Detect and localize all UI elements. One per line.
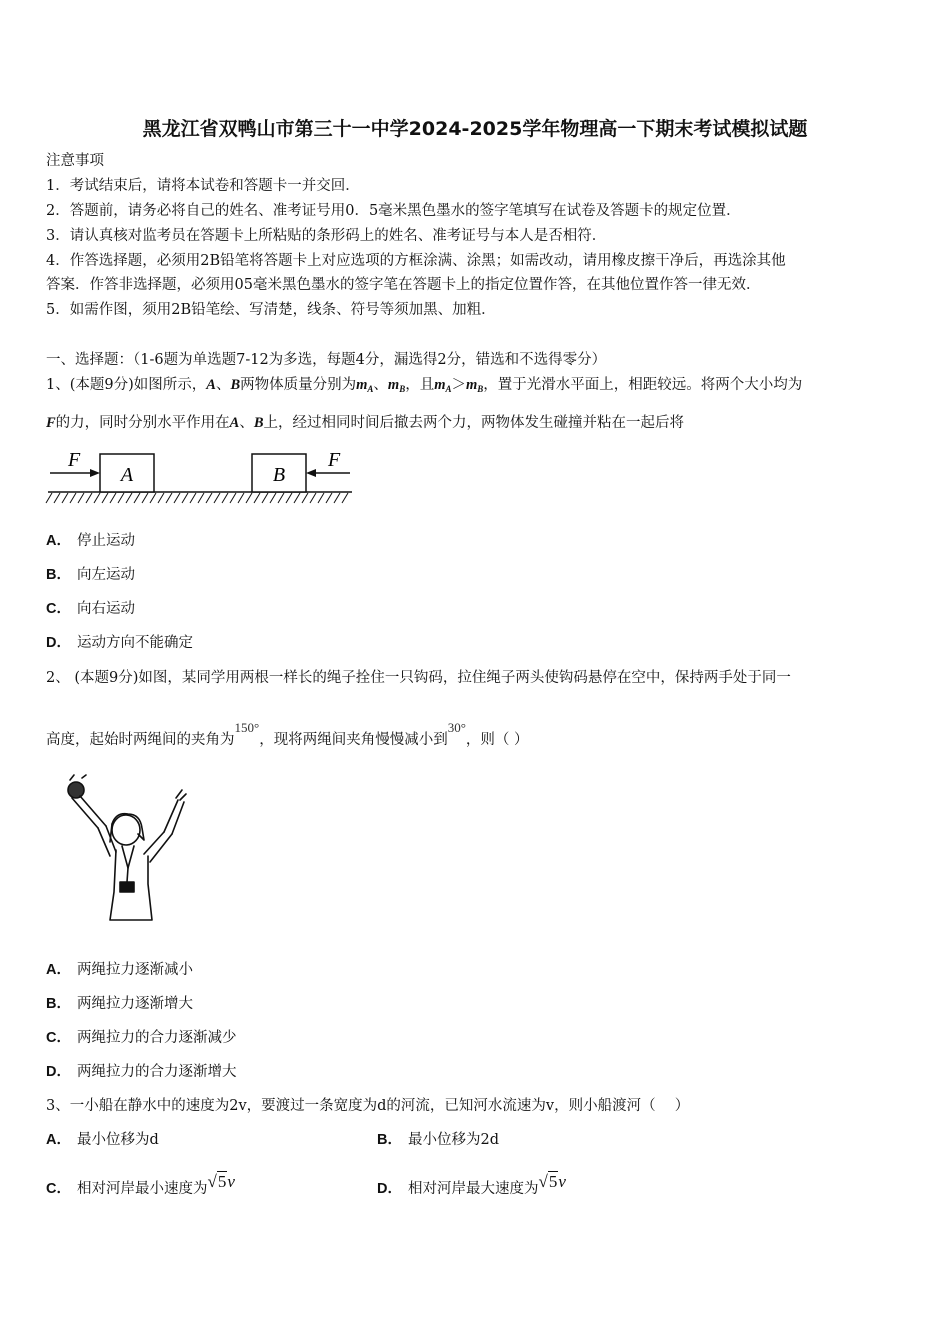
q2-angle2: 30° bbox=[447, 720, 466, 735]
q1-option-a[interactable]: A． 停止运动 bbox=[46, 533, 135, 549]
notice-item: 3．请认真核对监考员在答题卡上所粘贴的条形码上的姓名、准考证号与本人是否相符． bbox=[46, 228, 607, 244]
q3-option-a[interactable]: A． 最小位移为d bbox=[46, 1132, 159, 1148]
block-b-label: B bbox=[272, 464, 286, 486]
q3-option-b[interactable]: B． 最小位移为2d bbox=[377, 1132, 499, 1148]
notice-heading: 注意事项 bbox=[46, 153, 104, 169]
q1-stem-line1 bbox=[46, 375, 802, 399]
notice-item: 答案．作答非选择题，必须用05毫米黑色墨水的签字笔在答题卡上的指定位置作答，在其他位置作答一律无效． bbox=[46, 277, 761, 293]
q2-stem-line2: 高度，起始时两绳间的夹角为150°，现将两绳间夹角慢慢减小到30°，则（ ） bbox=[46, 720, 529, 748]
q1-option-b[interactable]: B． 向左运动 bbox=[46, 567, 135, 583]
q1-option-c[interactable]: C． 向右运动 bbox=[46, 601, 135, 617]
q2-option-a[interactable]: A． 两绳拉力逐渐减小 bbox=[46, 962, 193, 978]
q2-option-d[interactable]: D． 两绳拉力的合力逐渐增大 bbox=[46, 1064, 237, 1080]
q1-ma: $m_A$ bbox=[356, 377, 374, 394]
q2-stem-line1: 2、 (本题9分)如图，某同学用两根一样长的绳子拴住一只钩码，拉住绳子两头使钩码悬停在空中，保持两手处于同一 bbox=[46, 670, 791, 686]
hook-weight bbox=[68, 782, 84, 798]
section-heading: 一、选择题：（1-6题为单选题7-12为多选，每题4分，漏选得2分，错选和不选得零分） bbox=[46, 352, 607, 368]
q3-option-d[interactable]: D． 相对河岸最大速度为√5v bbox=[377, 1172, 566, 1197]
notice-item: 5．如需作图，须用2B铅笔绘、写清楚，线条、符号等须加黑、加粗． bbox=[46, 302, 496, 318]
q1-var-b2: B bbox=[253, 415, 264, 431]
notice-item: 2．答题前，请务必将自己的姓名、准考证号用0．5毫米黑色墨水的签字笔填写在试卷及答题卡的规定位置． bbox=[46, 203, 741, 219]
q1-line2b: 上，经过相同时间后撤去两个力，两物体发生碰撞并粘在一起后将 bbox=[263, 415, 685, 431]
page-title: 黑龙江省双鸭山市第三十一中学2024-2025学年物理高一下期末考试模拟试题 bbox=[142, 118, 808, 140]
q1-prefix: 1、(本题9分)如图所示， bbox=[46, 377, 207, 393]
q3-option-c[interactable]: C． 相对河岸最小速度为√5v bbox=[46, 1172, 235, 1197]
force-label-right: F bbox=[328, 449, 341, 471]
q1-option-d[interactable]: D． 运动方向不能确定 bbox=[46, 635, 193, 651]
block-a-label: A bbox=[120, 464, 134, 486]
q1-mb2: $m_B$ bbox=[466, 377, 484, 394]
q1-gt: ＞ bbox=[451, 377, 466, 393]
q1-var-b: B bbox=[230, 377, 241, 393]
q1-ma2: $m_A$ bbox=[434, 377, 452, 394]
q1-sep: 、 bbox=[215, 377, 231, 393]
q1-figure bbox=[44, 448, 356, 506]
q2-option-c[interactable]: C． 两绳拉力的合力逐渐减少 bbox=[46, 1030, 237, 1046]
sqrt-expression: √5v bbox=[538, 1172, 566, 1191]
q2-figure-person bbox=[58, 772, 192, 928]
sqrt-expression: √5v bbox=[207, 1172, 235, 1191]
q3-stem: 3、一小船在静水中的速度为2v，要渡过一条宽度为d的河流，已知河水流速为v，则小船渡河（ ） bbox=[46, 1098, 690, 1114]
notice-item: 1．考试结束后，请将本试卷和答题卡一并交回． bbox=[46, 178, 360, 194]
q1-var-a: A bbox=[206, 377, 216, 393]
q1-sep2: 、 bbox=[239, 415, 254, 431]
force-label-left: F bbox=[68, 449, 81, 471]
q1-stem-line2 bbox=[46, 413, 684, 433]
q1-force-f: F bbox=[46, 415, 56, 431]
q2-angle1: 150° bbox=[234, 720, 260, 735]
q1-text2: ，且 bbox=[405, 377, 435, 393]
q1-var-a2: A bbox=[229, 415, 240, 431]
q1-text1: 两物体质量分别为 bbox=[240, 377, 357, 393]
q1-dot: 、 bbox=[373, 377, 388, 393]
q1-text3: ，置于光滑水平面上，相距较远。将两个大小均为 bbox=[483, 377, 803, 393]
q1-line2a: 的力，同时分别水平作用在 bbox=[55, 415, 230, 431]
q2-option-b[interactable]: B． 两绳拉力逐渐增大 bbox=[46, 996, 193, 1012]
q1-mb: $m_B$ bbox=[387, 377, 406, 394]
notice-item: 4．作答选择题，必须用2B铅笔将答题卡上对应选项的方框涂满、涂黑；如需改动，请用橡皮擦干净后，再选涂其他 bbox=[46, 253, 786, 269]
